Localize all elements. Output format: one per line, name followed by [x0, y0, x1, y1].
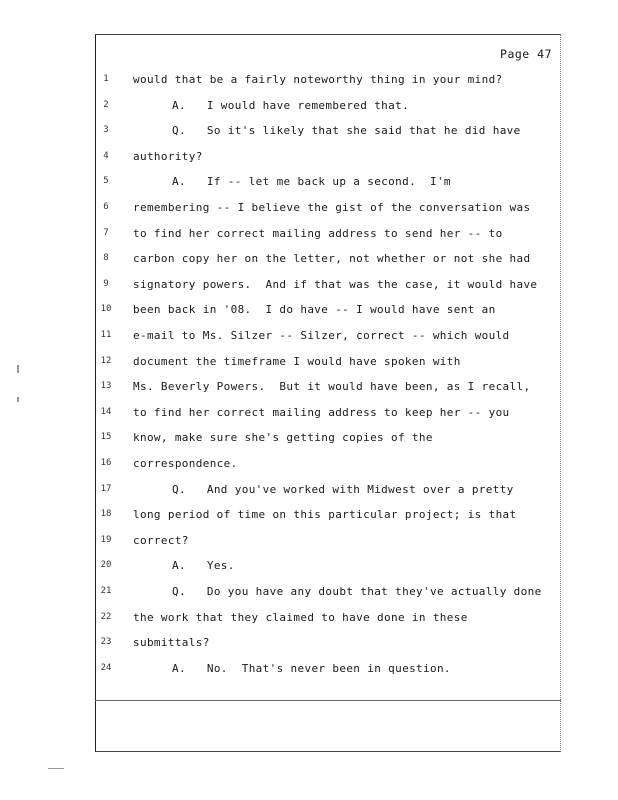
line-number: 6 — [103, 202, 109, 212]
line-number: 19 — [100, 535, 112, 545]
line-number: 21 — [100, 586, 112, 596]
transcript-line: correct? — [133, 534, 189, 547]
page-number: Page 47 — [500, 47, 552, 61]
line-number: 11 — [100, 330, 112, 340]
line-number: 24 — [100, 663, 112, 673]
transcript-line: to find her correct mailing address to keep her -- you — [133, 406, 510, 419]
transcript-line: document the timeframe I would have spoken with — [133, 355, 461, 368]
line-number: 17 — [100, 484, 112, 494]
line-number: 14 — [100, 407, 112, 417]
transcript-line: Q. So it's likely that she said that he did have — [172, 124, 521, 137]
bottom-left-mark — [48, 768, 64, 769]
line-number: 8 — [103, 253, 109, 263]
transcript-line: remembering -- I believe the gist of the conversation was — [133, 201, 531, 214]
line-number: 10 — [100, 304, 112, 314]
line-number: 13 — [100, 381, 112, 391]
line-number: 22 — [100, 612, 112, 622]
line-number: 4 — [103, 151, 109, 161]
page-footer-divider — [95, 700, 561, 701]
transcript-line: e-mail to Ms. Silzer -- Silzer, correct -- which would — [133, 329, 510, 342]
line-number: 23 — [100, 637, 112, 647]
line-number: 7 — [103, 228, 109, 238]
transcript-line: the work that they claimed to have done in these — [133, 611, 468, 624]
left-margin-mark — [17, 365, 19, 373]
line-number: 1 — [103, 74, 109, 84]
transcript-line: A. No. That's never been in question. — [172, 662, 451, 675]
transcript-line: Q. And you've worked with Midwest over a pretty — [172, 483, 514, 496]
line-number: 3 — [103, 125, 109, 135]
transcript-line: correspondence. — [133, 457, 238, 470]
transcript-line: authority? — [133, 150, 203, 163]
line-number: 16 — [100, 458, 112, 468]
line-number: 18 — [100, 509, 112, 519]
transcript-line: to find her correct mailing address to send her -- to — [133, 227, 503, 240]
transcript-line: A. I would have remembered that. — [172, 99, 410, 112]
transcript-line: know, make sure she's getting copies of the — [133, 431, 433, 444]
transcript-line: carbon copy her on the letter, not whether or not she had — [133, 252, 531, 265]
transcript-line: been back in '08. I do have -- I would have sent an — [133, 303, 496, 316]
line-number: 9 — [103, 279, 109, 289]
transcript-line: long period of time on this particular project; is that — [133, 508, 517, 521]
line-number: 12 — [100, 356, 112, 366]
line-number: 15 — [100, 432, 112, 442]
transcript-line: Ms. Beverly Powers. But it would have been, as I recall, — [133, 380, 531, 393]
transcript-line: would that be a fairly noteworthy thing in your mind? — [133, 73, 503, 86]
line-number: 5 — [103, 176, 109, 186]
transcript-line: Q. Do you have any doubt that they've actually done — [172, 585, 542, 598]
left-margin-mark — [17, 397, 19, 402]
transcript-line: A. If -- let me back up a second. I'm — [172, 175, 451, 188]
transcript-line: signatory powers. And if that was the case, it would have — [133, 278, 538, 291]
line-number: 2 — [103, 100, 109, 110]
transcript-line: submittals? — [133, 636, 210, 649]
transcript-line: A. Yes. — [172, 559, 235, 572]
line-number: 20 — [100, 560, 112, 570]
